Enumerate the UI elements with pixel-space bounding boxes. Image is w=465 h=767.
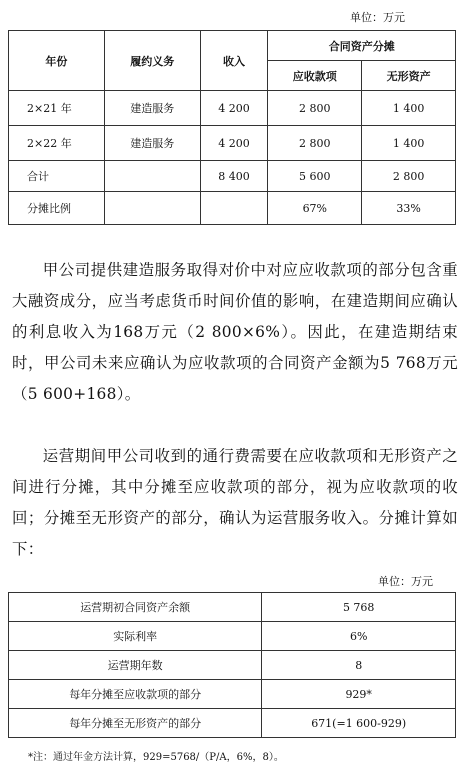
allocation-calc-table — [8, 592, 456, 738]
paragraph-interest-income: 甲公司提供建造服务取得对价中对应应收款项的部分包含重大融资成分，应当考虑货币时间价值的影响，在建造期间应确认的利息收入为168万元（2 800×6%）。因此，在建造期结束时，甲公司未来应确认为应收款项的合同资产金额为5 768万元（5 600+168）。 — [12, 261, 458, 403]
table2-unit-label: 单位：万元 — [378, 575, 433, 588]
cell-revenue: 8 400 — [200, 161, 268, 192]
row-value: 671(=1 600-929) — [262, 709, 456, 738]
row-value: 929* — [262, 680, 456, 709]
row-label: 运营期初合同资产余额 — [9, 593, 262, 622]
cell-revenue: 4 200 — [200, 91, 268, 126]
cell-obligation — [104, 192, 200, 225]
header-intangible: 无形资产 — [362, 61, 456, 91]
table1-unit-label: 单位：万元 — [350, 11, 405, 24]
header-revenue: 收入 — [200, 31, 268, 91]
cell-year: 合计 — [9, 161, 105, 192]
table-row — [9, 593, 456, 622]
row-label: 每年分摊至应收款项的部分 — [9, 680, 262, 709]
cell-year: 分摊比例 — [9, 192, 105, 225]
cell-intangible: 1 400 — [362, 91, 456, 126]
cell-revenue — [200, 192, 268, 225]
paragraph-allocation: 运营期间甲公司收到的通行费需要在应收款项和无形资产之间进行分摊，其中分摊至应收款项的部分，视为应收款项的收回；分摊至无形资产的部分，确认为运营服务收入。分摊计算如下： — [12, 447, 458, 558]
cell-intangible: 1 400 — [362, 126, 456, 161]
cell-receivable: 67% — [268, 192, 362, 225]
cell-revenue: 4 200 — [200, 126, 268, 161]
cell-receivable: 2 800 — [268, 126, 362, 161]
row-value: 5 768 — [262, 593, 456, 622]
cell-intangible: 33% — [362, 192, 456, 225]
table-row — [9, 680, 456, 709]
table-row — [9, 192, 456, 225]
footnote: *注：通过年金方法计算，929=5768/（P/A，6%，8）。 — [28, 752, 284, 763]
cell-year: 2×21 年 — [9, 91, 105, 126]
header-obligation: 履约义务 — [104, 31, 200, 91]
table-row — [9, 622, 456, 651]
row-value: 6% — [262, 622, 456, 651]
cell-obligation: 建造服务 — [104, 91, 200, 126]
row-label: 运营期年数 — [9, 651, 262, 680]
table-row — [9, 91, 456, 126]
revenue-allocation-table — [8, 30, 456, 225]
header-year: 年份 — [9, 31, 105, 91]
cell-receivable: 2 800 — [268, 91, 362, 126]
header-receivable: 应收款项 — [268, 61, 362, 91]
table-row — [9, 651, 456, 680]
table-row — [9, 161, 456, 192]
row-value: 8 — [262, 651, 456, 680]
cell-intangible: 2 800 — [362, 161, 456, 192]
row-label: 实际利率 — [9, 622, 262, 651]
header-allocation: 合同资产分摊 — [268, 31, 456, 61]
cell-receivable: 5 600 — [268, 161, 362, 192]
table-row — [9, 126, 456, 161]
row-label: 每年分摊至无形资产的部分 — [9, 709, 262, 738]
table-row — [9, 709, 456, 738]
cell-year: 2×22 年 — [9, 126, 105, 161]
cell-obligation — [104, 161, 200, 192]
cell-obligation: 建造服务 — [104, 126, 200, 161]
